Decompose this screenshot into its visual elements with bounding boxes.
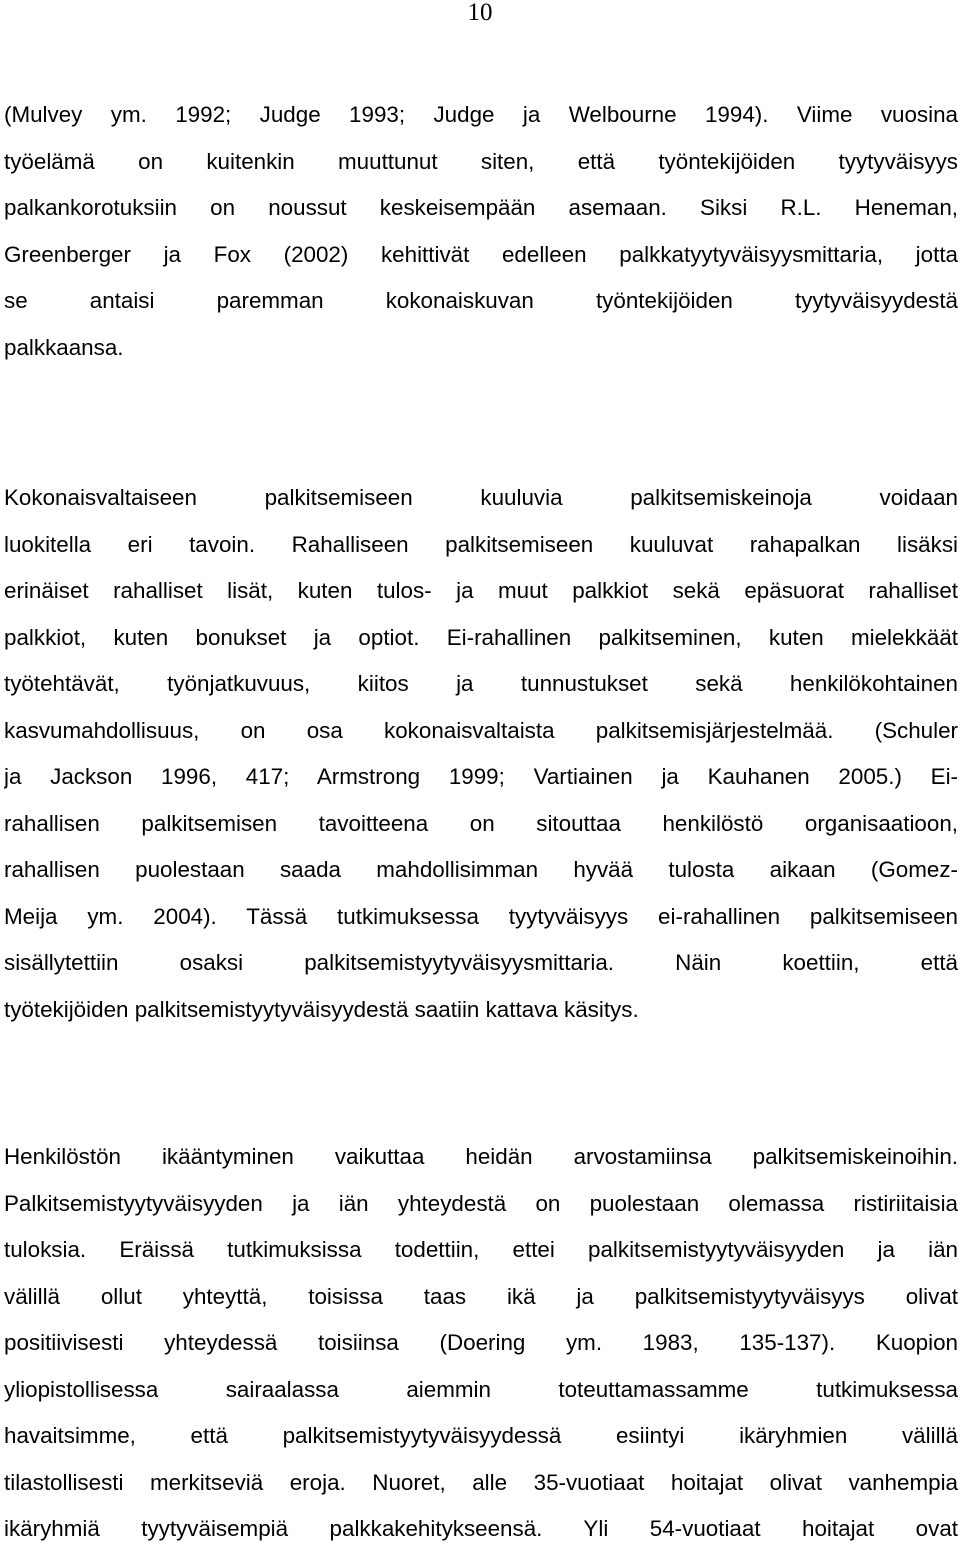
text-line: sisällytettiin osaksi palkitsemistyytyväisyysmittaria. Näin koettiin, että: [4, 950, 958, 975]
text-line: työtekijöiden palkitsemistyytyväisyydestä saatiin kattava käsitys.: [4, 996, 639, 1022]
text-line: tuloksia. Eräissä tutkimuksissa todettiin, ettei palkitsemistyytyväisyyden ja iän: [4, 1237, 958, 1262]
paragraph-1: [4, 92, 958, 371]
text-line: palkankorotuksiin on noussut keskeisempään asemaan. Siksi R.L. Heneman,: [4, 195, 958, 220]
text-line: Meija ym. 2004). Tässä tutkimuksessa tyytyväisyys ei-rahallinen palkitsemiseen: [4, 903, 958, 929]
text-line: ja Jackson 1996, 417; Armstrong 1999; Vartiainen ja Kauhanen 2005.) Ei-: [4, 764, 958, 789]
text-line: (Mulvey ym. 1992; Judge 1993; Judge ja Welbourne 1994). Viime vuosina: [4, 102, 958, 127]
text-line: palkkaansa.: [4, 334, 124, 360]
paragraph-3: [4, 1134, 958, 1553]
text-line: ikäryhmiä tyytyväisempiä palkkakehitykseensä. Yli 54-vuotiaat hoitajat ovat: [4, 1516, 958, 1541]
text-line: Henkilöstön ikääntyminen vaikuttaa heidän arvostamiinsa palkitsemiskeinoihin.: [4, 1144, 958, 1169]
text-line: positiivisesti yhteydessä toisiinsa (Doering ym. 1983, 135-137). Kuopion: [4, 1330, 958, 1355]
text-line: välillä ollut yhteyttä, toisissa taas ikä ja palkitsemistyytyväisyys olivat: [4, 1283, 958, 1309]
text-line: kasvumahdollisuus, on osa kokonaisvaltaista palkitsemisjärjestelmää. (Schuler: [4, 717, 958, 743]
text-line: Greenberger ja Fox (2002) kehittivät edelleen palkkatyytyväisyysmittaria, jotta: [4, 241, 958, 267]
text-line: työtehtävät, työnjatkuvuus, kiitos ja tunnustukset sekä henkilökohtainen: [4, 671, 958, 696]
text-line: rahallisen palkitsemisen tavoitteena on sitouttaa henkilöstö organisaatioon,: [4, 810, 958, 836]
text-line: luokitella eri tavoin. Rahalliseen palkitsemiseen kuuluvat rahapalkan lisäksi: [4, 531, 958, 557]
text-line: yliopistollisessa sairaalassa aiemmin toteuttamassamme tutkimuksessa: [4, 1376, 958, 1402]
text-line: erinäiset rahalliset lisät, kuten tulos- ja muut palkkiot sekä epäsuorat rahalliset: [4, 578, 958, 603]
text-line: Kokonaisvaltaiseen palkitsemiseen kuuluvia palkitsemiskeinoja voidaan: [4, 485, 958, 510]
text-line: Palkitsemistyytyväisyyden ja iän yhteydestä on puolestaan olemassa ristiriitaisia: [4, 1190, 958, 1216]
text-line: rahallisen puolestaan saada mahdollisimman hyvää tulosta aikaan (Gomez-: [4, 857, 958, 882]
text-line: tilastollisesti merkitseviä eroja. Nuoret, alle 35-vuotiaat hoitajat olivat vanhempia: [4, 1469, 958, 1495]
page-number: 10: [467, 0, 493, 26]
text-line: se antaisi paremman kokonaiskuvan työntekijöiden tyytyväisyydestä: [4, 288, 958, 313]
text-line: palkkiot, kuten bonukset ja optiot. Ei-rahallinen palkitseminen, kuten mielekkäät: [4, 624, 958, 650]
paragraph-2: [4, 475, 958, 1033]
text-line: havaitsimme, että palkitsemistyytyväisyydessä esiintyi ikäryhmien välillä: [4, 1423, 958, 1448]
text-line: työelämä on kuitenkin muuttunut siten, että työntekijöiden tyytyväisyys: [4, 148, 958, 174]
